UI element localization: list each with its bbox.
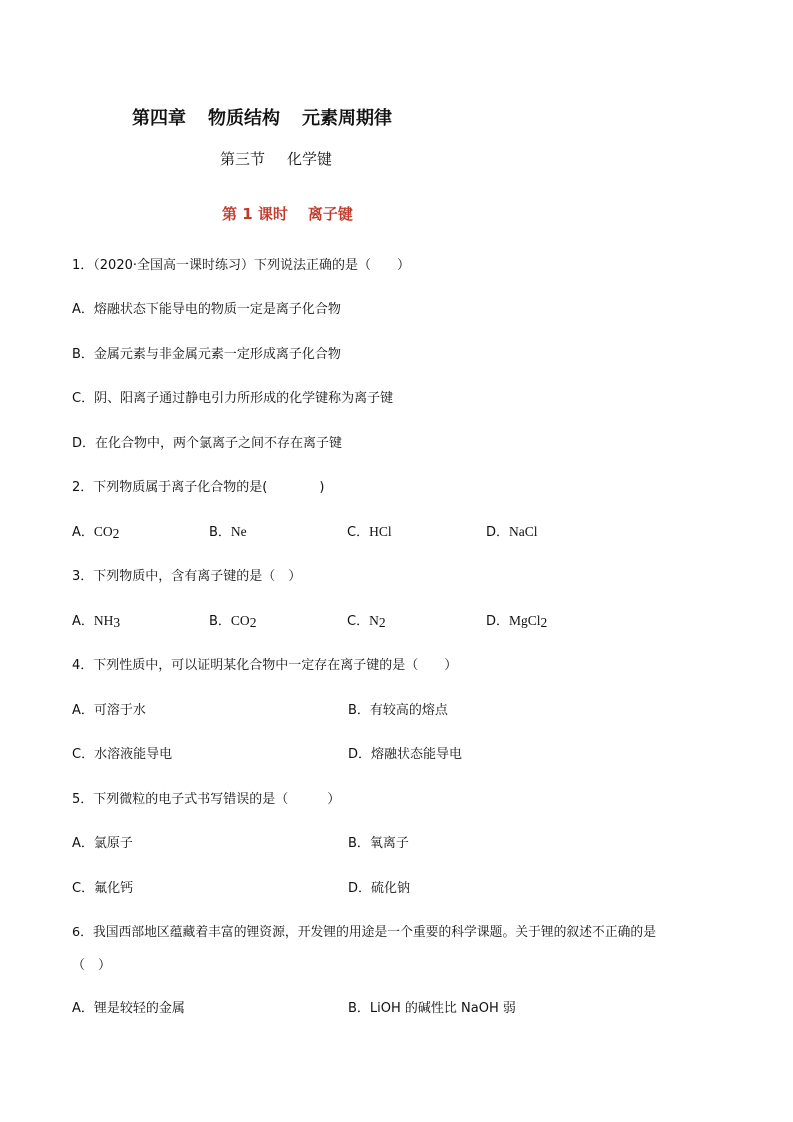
lesson-number: 第 1 课时 xyxy=(222,205,288,223)
question-6-option-b: B．LiOH 的碱性比 NaOH 弱 xyxy=(348,1001,516,1016)
chapter-title-b: 元素周期律 xyxy=(302,108,392,129)
question-3-option-b: B．$CO_2$ xyxy=(209,613,257,630)
section-number: 第三节 xyxy=(220,150,266,168)
question-1-option-a: A．熔融状态下能导电的物质一定是离子化合物 xyxy=(72,302,341,317)
question-4-option-a: A．可溶于水 xyxy=(72,703,146,718)
question-4-stem: 4．下列性质中，可以证明某化合物中一定存在离子键的是（ ） xyxy=(72,658,458,673)
chapter-title-a: 物质结构 xyxy=(208,108,280,129)
question-5-stem: 5．下列微粒的电子式书写错误的是（ ） xyxy=(72,792,341,807)
question-2-option-a: A．$CO_2$ xyxy=(72,524,120,541)
question-4-option-c: C．水溶液能导电 xyxy=(72,747,173,762)
question-6-stem-continued: （ ） xyxy=(72,958,112,973)
question-4-option-b: B．有较高的熔点 xyxy=(348,703,448,718)
section-name: 化学键 xyxy=(287,150,333,168)
question-2-option-c: C．HCl xyxy=(347,524,392,540)
lesson-title xyxy=(222,203,353,224)
question-3-stem: 3．下列物质中，含有离子键的是（ ） xyxy=(72,569,302,584)
question-2-stem: 2．下列物质属于离子化合物的是( ) xyxy=(72,480,325,495)
question-1-option-c: C．阴、阳离子通过静电引力所形成的化学键称为离子键 xyxy=(72,391,394,406)
question-2-option-d: D．NaCl xyxy=(486,524,538,540)
chapter-number: 第四章 xyxy=(132,108,186,129)
question-6-stem: 6．我国西部地区蕴藏着丰富的锂资源，开发锂的用途是一个重要的科学课题。关于锂的叙述不正确的是 xyxy=(72,925,657,940)
lesson-name: 离子键 xyxy=(307,205,353,223)
question-5-option-c: C．氟化钙 xyxy=(72,881,134,896)
section-title xyxy=(220,148,332,169)
question-4-option-d: D．熔融状态能导电 xyxy=(348,747,463,762)
question-2-option-b: B．Ne xyxy=(209,524,247,540)
question-5-option-d: D．硫化钠 xyxy=(348,881,411,896)
question-3-option-c: C．$N_2$ xyxy=(347,613,386,630)
question-3-option-d: D．MgCl$_2$ xyxy=(486,613,548,630)
question-1-option-d: D．在化合物中，两个氯离子之间不存在离子键 xyxy=(72,436,343,451)
question-6-option-a: A．锂是较轻的金属 xyxy=(72,1001,185,1016)
question-5-option-b: B．氧离子 xyxy=(348,836,409,851)
question-1-option-b: B．金属元素与非金属元素一定形成离子化合物 xyxy=(72,347,341,362)
question-5-option-a: A．氯原子 xyxy=(72,836,133,851)
chapter-title xyxy=(132,104,392,130)
question-3-option-a: A．$NH_3$ xyxy=(72,613,121,630)
question-1-stem: 1．（2020·全国高一课时练习）下列说法正确的是（ ） xyxy=(72,258,410,273)
